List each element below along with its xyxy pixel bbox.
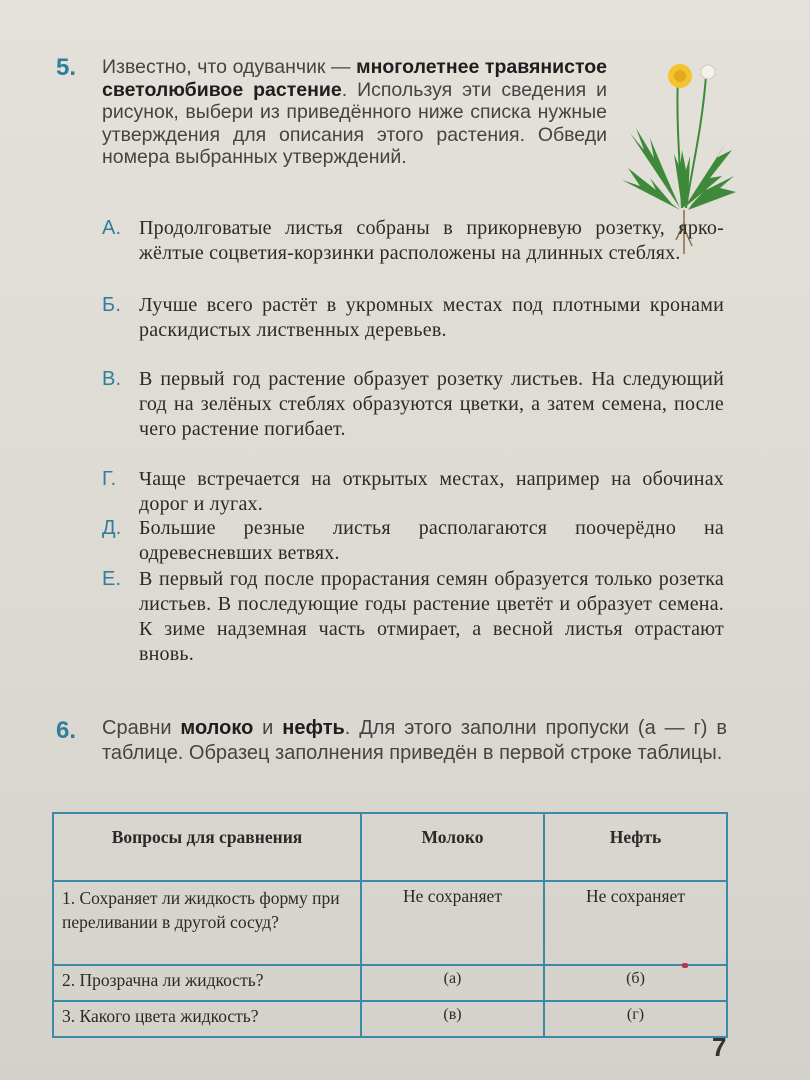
task-5-intro bbox=[102, 56, 607, 169]
option-d-letter: Д. bbox=[102, 517, 122, 539]
page-number: 7 bbox=[712, 1032, 727, 1062]
row1-milk: Не сохраняет bbox=[361, 881, 544, 965]
header-questions: Вопросы для сравнения bbox=[53, 813, 361, 881]
blank-v[interactable]: (в) bbox=[361, 1001, 544, 1037]
option-g-text: Чаще встречается на открытых местах, например на обочинах дорог и лугах. bbox=[139, 468, 724, 515]
option-a[interactable] bbox=[102, 216, 724, 266]
option-v-text: В первый год растение образует розетку листьев. На следующий год на зелёных стеблях образуются цветки, а затем семена, после чего растение погибает. bbox=[139, 368, 724, 440]
table-row bbox=[53, 965, 727, 1001]
table-row bbox=[53, 881, 727, 965]
option-b-text: Лучше всего растёт в укромных местах под плотными кронами раскидистых лиственных деревьев. bbox=[139, 294, 724, 341]
task-6-intro-bold-milk: молоко bbox=[180, 717, 254, 739]
blank-a[interactable]: (а) bbox=[361, 965, 544, 1001]
comparison-table bbox=[52, 812, 728, 1038]
task-6-intro-bold-oil: нефть bbox=[282, 717, 345, 739]
option-b[interactable] bbox=[102, 293, 724, 343]
task-6-intro-part1: Сравни bbox=[102, 717, 181, 739]
option-b-letter: Б. bbox=[102, 294, 122, 316]
table-header-row bbox=[53, 813, 727, 881]
option-e-letter: Е. bbox=[102, 568, 122, 590]
option-g[interactable] bbox=[102, 467, 724, 517]
option-e[interactable] bbox=[102, 567, 724, 667]
option-v[interactable] bbox=[102, 367, 724, 442]
option-v-letter: В. bbox=[102, 368, 122, 390]
task-6-number: 6. bbox=[56, 717, 77, 744]
row1-oil: Не сохраняет bbox=[544, 881, 727, 965]
task-6-intro-part3: . Для этого заполни пропуски (а — г) в таблице. Образец заполнения приведён в первой строке таблицы. bbox=[102, 717, 727, 764]
pen-mark bbox=[682, 963, 688, 968]
blank-g[interactable]: (г) bbox=[544, 1001, 727, 1037]
option-d[interactable] bbox=[102, 516, 724, 566]
option-e-text: В первый год после прорастания семян образуется только розетка листьев. В последующие годы растение цветёт и образует семена. К зиме надземная часть отмирает, а весной листья отрастают вновь. bbox=[139, 568, 724, 665]
task-5-intro-bold: многолетнее травянистое светолюбивое растение bbox=[102, 56, 607, 101]
option-a-letter: А. bbox=[102, 217, 122, 239]
row1-question: 1. Сохраняет ли жидкость форму при переливании в другой сосуд? bbox=[53, 881, 361, 965]
header-oil: Нефть bbox=[544, 813, 727, 881]
option-d-text: Большие резные листья располагаются поочерёдно на одревесневших ветвях. bbox=[139, 517, 724, 564]
task-5-intro-part2: . Используя эти сведения и рисунок, выбери из приведённого ниже списка нужные утверждения для описания этого растения. Обведи номера выбранных утверждений. bbox=[102, 78, 607, 168]
task-6-intro bbox=[102, 716, 727, 766]
table-row bbox=[53, 1001, 727, 1037]
row2-question: 2. Прозрачна ли жидкость? bbox=[53, 965, 361, 1001]
task-5-intro-part1: Известно, что одуванчик — bbox=[102, 56, 357, 78]
header-milk: Молоко bbox=[361, 813, 544, 881]
task-6-intro-part2: и bbox=[253, 717, 283, 739]
task-5-number: 5. bbox=[56, 54, 77, 81]
blank-b[interactable]: (б) bbox=[544, 965, 727, 1001]
row3-question: 3. Какого цвета жидкость? bbox=[53, 1001, 361, 1037]
option-g-letter: Г. bbox=[102, 468, 117, 490]
option-a-text: Продолговатые листья собраны в прикорневую розетку, ярко-жёлтые соцветия-корзинки расположены на длинных стеблях. bbox=[139, 217, 724, 264]
